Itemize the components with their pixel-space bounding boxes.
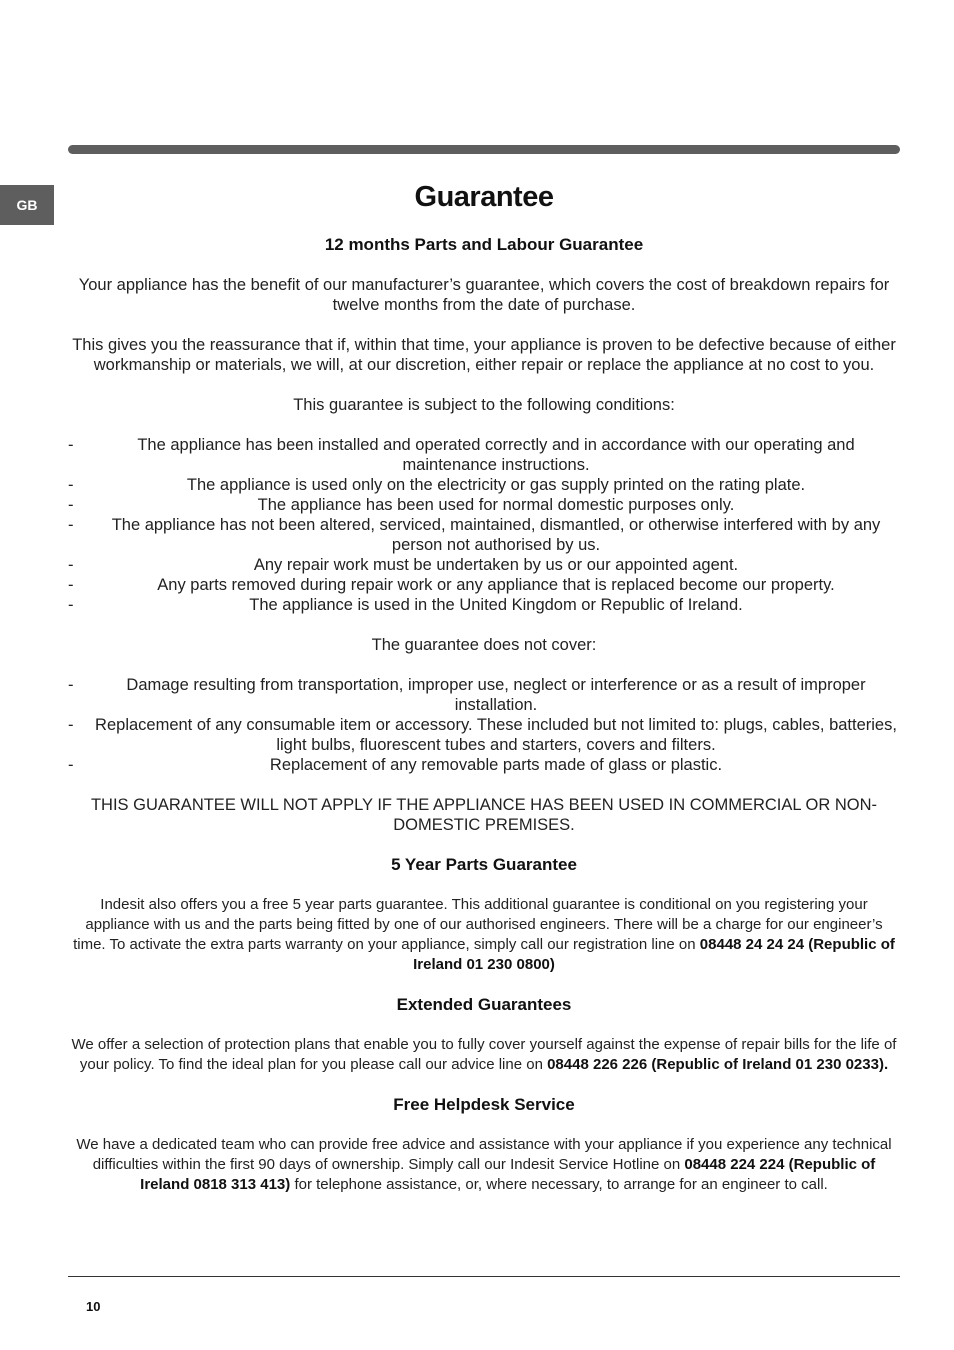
list-item [68, 715, 900, 755]
condition-text: The appliance is used in the United Kingdom or Republic of Ireland. [249, 596, 743, 614]
list-item [68, 475, 900, 495]
exclusion-text: Replacement of any consumable item or accessory. These included but not limited to: plugs, cables, batteries, light bulbs, fluorescent tubes and starters, covers and filters. [95, 716, 897, 754]
five-year-text: Indesit also offers you a free 5 year parts guarantee. This additional guarantee is conditional on you registering your appliance with us and the parts being fitted by one of our authorised engineers. There will be a charge for our engineer’s time. To activate the extra parts warranty on your appliance, simply call our registration line on [73, 896, 883, 953]
helpdesk-text-after: for telephone assistance, or, where necessary, to arrange for an engineer to call. [290, 1176, 828, 1193]
exclusion-text: Damage resulting from transportation, improper use, neglect or interference or as a result of improper installation. [126, 676, 866, 714]
dash-bullet: - [68, 676, 74, 694]
service-hotline-phone: 08448 224 224 (Republic of Ireland 0818 313 413) [140, 1156, 876, 1193]
top-divider-bar [68, 145, 900, 154]
list-item [68, 435, 900, 475]
list-item [68, 555, 900, 575]
commercial-use-notice: THIS GUARANTEE WILL NOT APPLY IF THE APPLIANCE HAS BEEN USED IN COMMERCIAL OR NON-DOMESTIC PREMISES. [90, 796, 878, 834]
dash-bullet: - [68, 716, 74, 734]
dash-bullet: - [68, 756, 74, 774]
dash-bullet: - [68, 436, 74, 454]
five-year-parts-paragraph [68, 895, 900, 975]
extended-text: We offer a selection of protection plans that enable you to fully cover yourself against the expense of repair bills for the life of your policy. To find the ideal plan for you please call our advice line on [71, 1036, 897, 1073]
footer-divider [68, 1276, 900, 1277]
language-tab: GB [0, 185, 54, 225]
helpdesk-text: We have a dedicated team who can provide free advice and assistance with your appliance if you experience any technical difficulties within the first 90 days of ownership. Simply call our Indesit Service Hotline on [76, 1136, 892, 1173]
exclusions-intro: The guarantee does not cover: [371, 636, 597, 654]
condition-text: The appliance is used only on the electricity or gas supply printed on the rating plate. [186, 476, 806, 494]
exclusion-text: Replacement of any removable parts made of glass or plastic. [269, 756, 723, 774]
advice-line-phone: 08448 226 226 (Republic of Ireland 01 230 0233). [547, 1056, 889, 1073]
condition-text: Any repair work must be undertaken by us or our appointed agent. [253, 556, 739, 574]
list-item [68, 515, 900, 555]
dash-bullet: - [68, 496, 74, 514]
registration-phone: 08448 24 24 24 (Republic of Ireland 01 230 0800) [413, 936, 895, 973]
condition-text: The appliance has not been altered, serviced, maintained, dismantled, or otherwise interfered with by any person not authorised by us. [111, 516, 881, 554]
section-heading-parts-labour: 12 months Parts and Labour Guarantee [324, 235, 644, 254]
extended-guarantees-paragraph [68, 1035, 900, 1075]
helpdesk-paragraph [68, 1135, 900, 1195]
dash-bullet: - [68, 476, 74, 494]
dash-bullet: - [68, 576, 74, 594]
list-item [68, 575, 900, 595]
condition-text: The appliance has been installed and operated correctly and in accordance with our operating and maintenance instructions. [137, 436, 855, 474]
section-heading-helpdesk: Free Helpdesk Service [393, 1095, 575, 1114]
list-item [68, 495, 900, 515]
conditions-list [68, 435, 900, 615]
dash-bullet: - [68, 596, 74, 614]
dash-bullet: - [68, 516, 74, 534]
section-heading-5-year-parts: 5 Year Parts Guarantee [391, 855, 577, 874]
condition-text: The appliance has been used for normal domestic purposes only. [257, 496, 735, 514]
list-item [68, 675, 900, 715]
exclusions-list [68, 675, 900, 775]
reassurance-paragraph: This gives you the reassurance that if, within that time, your appliance is proven to be defective because of either workmanship or materials, we will, at our discretion, either repair or replace the appliance at no cost to you. [72, 336, 896, 374]
list-item [68, 755, 900, 775]
dash-bullet: - [68, 556, 74, 574]
guarantee-content [68, 178, 900, 1195]
list-item [68, 595, 900, 615]
page-number: 10 [86, 1299, 101, 1314]
condition-text: Any parts removed during repair work or any appliance that is replaced become our property. [157, 576, 835, 594]
page-title: Guarantee [414, 181, 554, 213]
section-heading-extended-guarantees: Extended Guarantees [396, 995, 572, 1014]
benefit-paragraph: Your appliance has the benefit of our manufacturer’s guarantee, which covers the cost of breakdown repairs for twelve months from the date of purchase. [78, 276, 890, 314]
conditions-intro: This guarantee is subject to the following conditions: [293, 396, 675, 414]
